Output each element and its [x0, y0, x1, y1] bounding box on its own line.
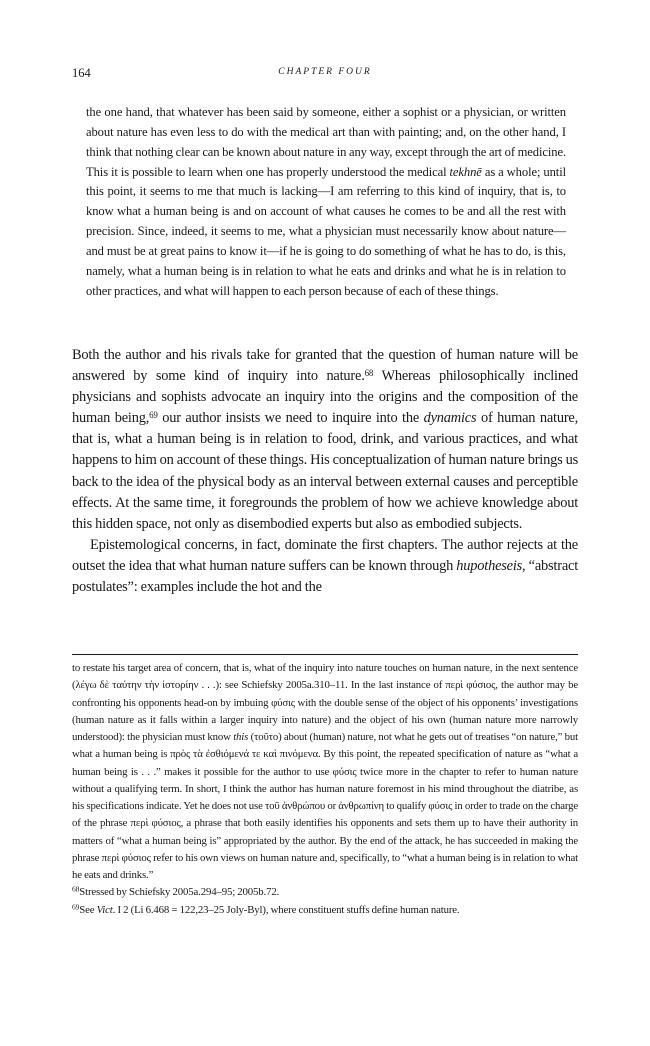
footnotes [72, 660, 578, 919]
running-header [72, 66, 578, 84]
italic-term: hupotheseis [456, 557, 523, 574]
italic-term: Vict [96, 903, 113, 916]
body-text [72, 345, 578, 598]
chapter-title: CHAPTER FOUR [278, 67, 372, 77]
block-quote: the one hand, that whatever has been said by someone, either a sophist or a physician, or written about nature has even less to do with the medical art than with painting; and, on the other hand, I think that nothing clear can be known about nature in any way, except through the art of medicine. This it is possible to learn when one has properly understood the medical tekhnē as a whole; until this point, it seems to me that much is lacking—I am referring to this kind of inquiry, that is, to know what a human being is and on account of what causes he comes to be and all the rest with precision. Since, indeed, it seems to me, what a physician must necessarily know about nature—and must be at great pains to know it—if he is going to do something of what he has to do, is this, namely, what a human being is in relation to what he eats and drinks and what he is in relation to other practices, and what will happen to each person because of each of these things. [86, 105, 566, 298]
footnote-69: $^{69}$See Vict. I 2 (Li 6.468 = 122,23–25 Joly-Byl), where constituent stuffs define human nature. [72, 902, 460, 916]
footnote-68: $^{68}$Stressed by Schiefsky 2005a.294–95; 2005b.72. [72, 884, 280, 899]
footnote-ref-69[interactable]: 69 [149, 410, 158, 421]
italic-term: tekhnē [449, 164, 482, 179]
page-number: 164 [72, 66, 91, 80]
footnote-continuation: to restate his target area of concern, that is, what of the inquiry into nature touches on human nature, in the next sentence (λέγω δὲ ταύτην τὴν ἱστορίην . . .): see Schiefsky 2005a.310–11. In the last instance of περὶ φύσιος, the author may be confronting his opponents head-on by imbuing φύσις with the double sense of the object of his opponents’ investigations (human nature as it falls within a larger inquiry into nature) and the object of his own (human nature more narrowly understood): the physician must know this (τοῦτο) about (human) nature, not what he gets out of treatises “on nature,” but what a human being is πρὸς τὰ ἐσθιόμενά τε καὶ πινόμενα. By this point, the repeated specification of nature as “what a human being is . . .” makes it possible for the author to use φύσις twice more in the chapter to refer to human nature without a qualifying term. In short, I think the author has human nature foremost in his mind throughout the diatribe, as his specifications indicate. Yet he does not use τοῦ ἀνθρώπου or ἀνθρωπίνη to qualify φύσις in order to trade on the charge of the phrase περὶ φύσιος, a phrase that both easily identifies his opponents and sets them up to have their authority in matters of “what a human being is” appropriated by the author. By the end of the attack, he has succeeded in making the phrase περὶ φύσιος refer to his own views on human nature and, specifically, to “what a human being is in relation to what he eats and drinks.” [72, 662, 578, 881]
footnote-ref-68[interactable]: 68 [364, 368, 374, 379]
footnote-divider [72, 654, 578, 655]
italic-term: dynamics [423, 410, 477, 427]
body-paragraph: Both the author and his rivals take for granted that the question of human nature will be answered by some kind of inquiry into nature.$^{68}$ Whereas philosophically inclined physicians and sophists advocate an inquiry into the origins and the composition of the human being,$^{69}$ our author insists we need to inquire into the dynamics of human nature, that is, what a human being is in relation to food, drink, and various practices, and what happens to him on account of these things. His conceptualization of human nature brings us back to the idea of the physical body as an interval between external causes and perceptible effects. At the same time, it foregrounds the problem of how we achieve knowledge about this hidden space, not only as disembodied experts but also as embodied subjects. [72, 347, 579, 532]
italic-term: this [233, 731, 249, 743]
footnote-number: 68 [72, 884, 80, 894]
body-paragraph: Epistemological concerns, in fact, dominate the first chapters. The author rejects at the outset the idea that what human nature suffers can be known through hupotheseis, “abstract postulates”: examples include the hot and the [72, 536, 578, 596]
footnote-number: 69 [72, 902, 80, 912]
